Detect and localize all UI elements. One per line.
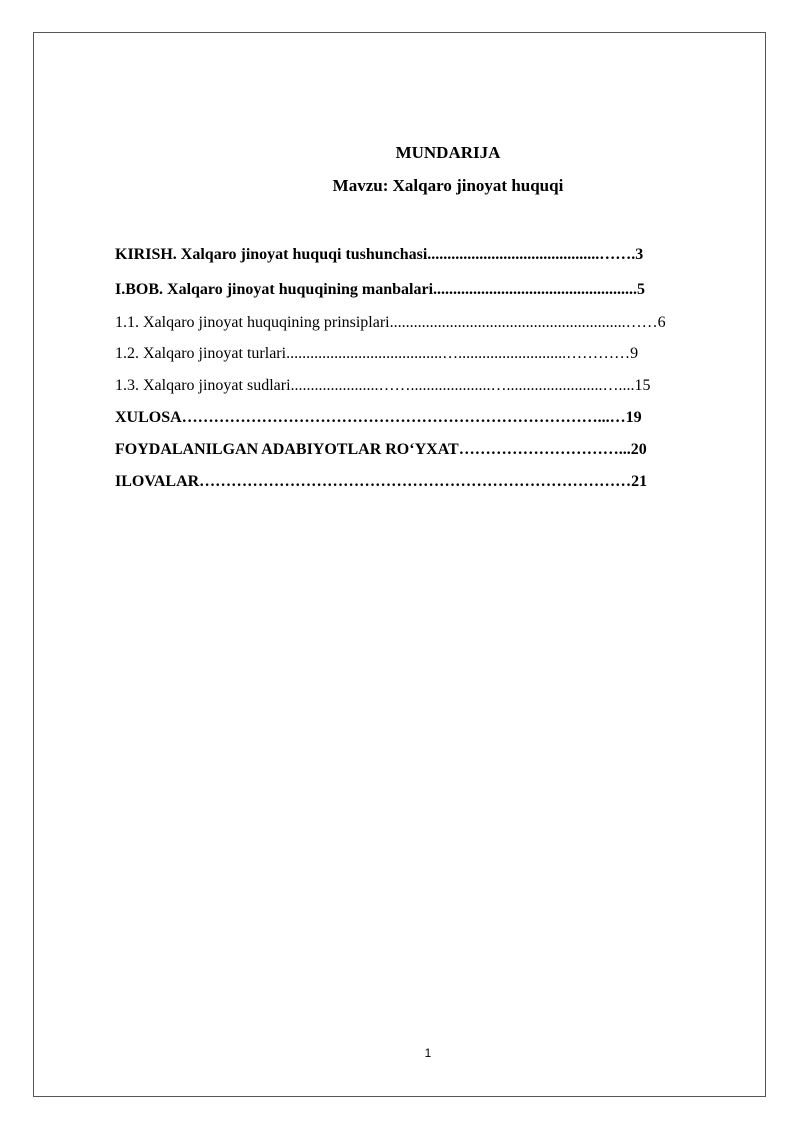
- toc-entry-section-1-3: 1.3. Xalqaro jinoyat sudlari......................……....................…........................…....15: [115, 377, 651, 394]
- toc-entry-section-1-1: 1.1. Xalqaro jinoyat huquqining prinsiplari...........................................................……6: [115, 314, 666, 331]
- document-subtitle: Mavzu: Xalqaro jinoyat huquqi: [332, 176, 564, 195]
- toc-entry-section-1-2: 1.2. Xalqaro jinoyat turlari.......................................…...........................…………9: [115, 345, 639, 362]
- toc-entry-chapter-1: I.BOB. Xalqaro jinoyat huquqining manbalari...................................................5: [115, 281, 646, 298]
- toc-entry-kirish: KIRISH. Xalqaro jinoyat huquqi tushunchasi...........................................…….3: [115, 246, 644, 263]
- toc-entry-ilovalar: ILOVALAR………………………………………………………………………21: [115, 473, 648, 490]
- page-number: 1: [424, 1046, 432, 1060]
- toc-entry-xulosa: XULOSA……………………………………………………………………...…19: [115, 409, 642, 426]
- document-title: MUNDARIJA: [395, 143, 501, 162]
- toc-entry-bibliography: FOYDALANILGAN ADABIYOTLAR RO‘YXAT…………………………...20: [115, 441, 647, 458]
